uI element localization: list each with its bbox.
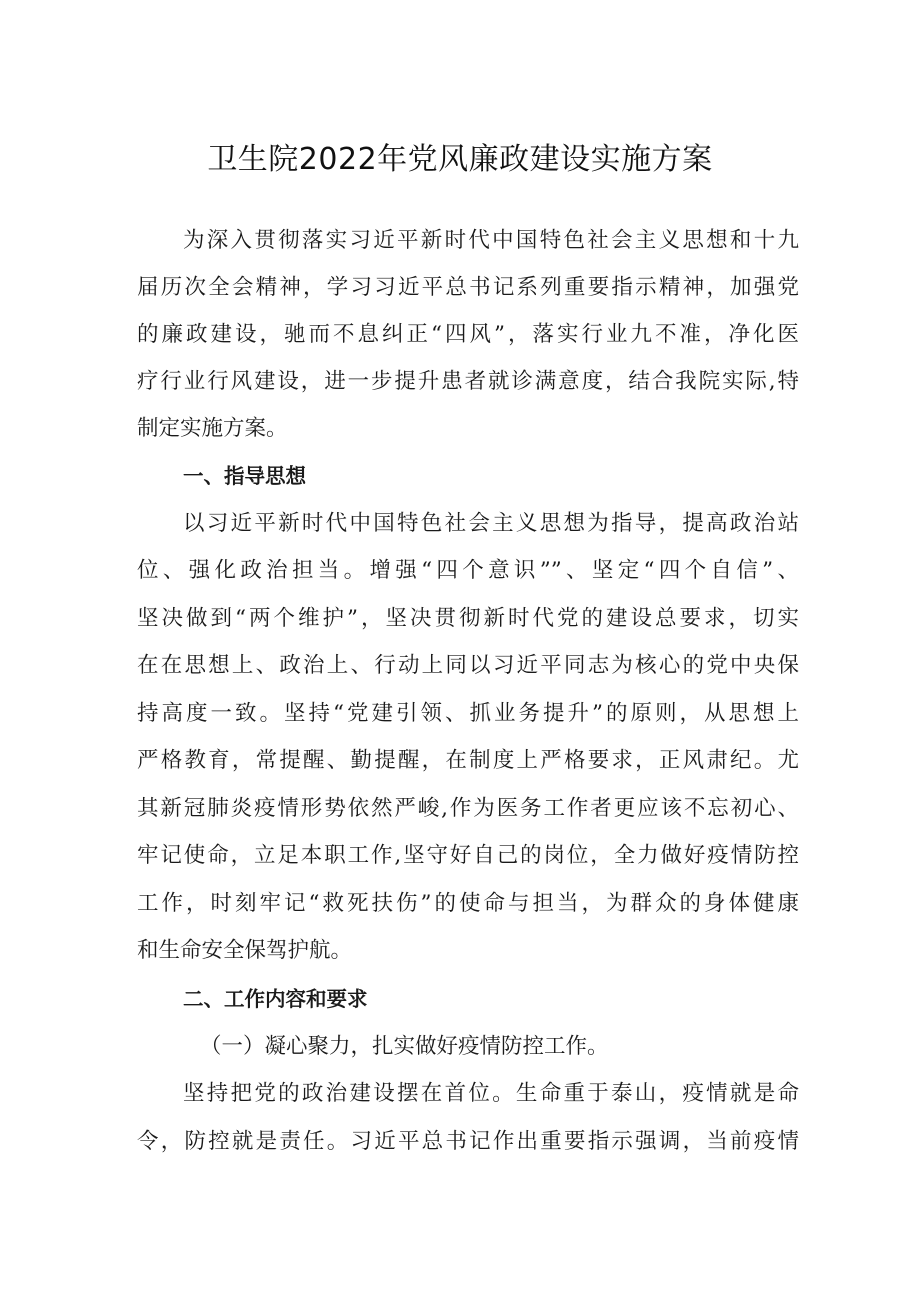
section-heading-guiding-thought: 一、指导思想 — [183, 464, 306, 488]
intro-line: 为深入贯彻落实习近平新时代中国特色社会主义思想和十九 — [183, 228, 799, 253]
section1-line: 和生命安全保驾护航。 — [137, 938, 353, 963]
section1-line: 持高度一致。坚持“党建引领、抓业务提升”的原则，从思想上 — [137, 701, 799, 726]
section1-line: 牢记使命，立足本职工作,坚守好自己的岗位，全力做好疫情防控 — [137, 843, 799, 868]
intro-line: 制定实施方案。 — [137, 416, 288, 441]
intro-line: 的廉政建设，驰而不息纠正“四风”，落实行业九不准，净化医 — [137, 322, 799, 347]
section1-line: 以习近平新时代中国特色社会主义思想为指导，提高政治站 — [183, 511, 799, 536]
subsection-heading: （一）凝心聚力，扎实做好疫情防控工作。 — [200, 1034, 609, 1059]
intro-line: 届历次全会精神，学习习近平总书记系列重要指示精神，加强党 — [137, 275, 799, 300]
section-heading-work-content: 二、工作内容和要求 — [183, 987, 368, 1011]
intro-line: 疗行业行风建设，进一步提升患者就诊满意度，结合我院实际,特 — [137, 369, 799, 394]
section1-line: 在在思想上、政治上、行动上同以习近平同志为核心的党中央保 — [137, 653, 799, 678]
section2-line: 坚持把党的政治建设摆在首位。生命重于泰山，疫情就是命 — [183, 1081, 799, 1106]
document-title: 卫生院2022年党风廉政建设实施方案 — [207, 142, 713, 177]
section1-line: 其新冠肺炎疫情形势依然严峻,作为医务工作者更应该不忘初心、 — [137, 796, 799, 821]
section1-line: 位、强化政治担当。增强“四个意识””、坚定“四个自信”、 — [137, 558, 799, 583]
section2-line: 令，防控就是责任。习近平总书记作出重要指示强调，当前疫情 — [137, 1129, 799, 1154]
section1-line: 坚决做到“两个维护”，坚决贯彻新时代党的建设总要求，切实 — [137, 606, 799, 631]
section1-line: 工作，时刻牢记“救死扶伤”的使命与担当，为群众的身体健康 — [137, 891, 799, 916]
section1-line: 严格教育，常提醒、勤提醒，在制度上严格要求，正风肃纪。尤 — [137, 748, 799, 773]
